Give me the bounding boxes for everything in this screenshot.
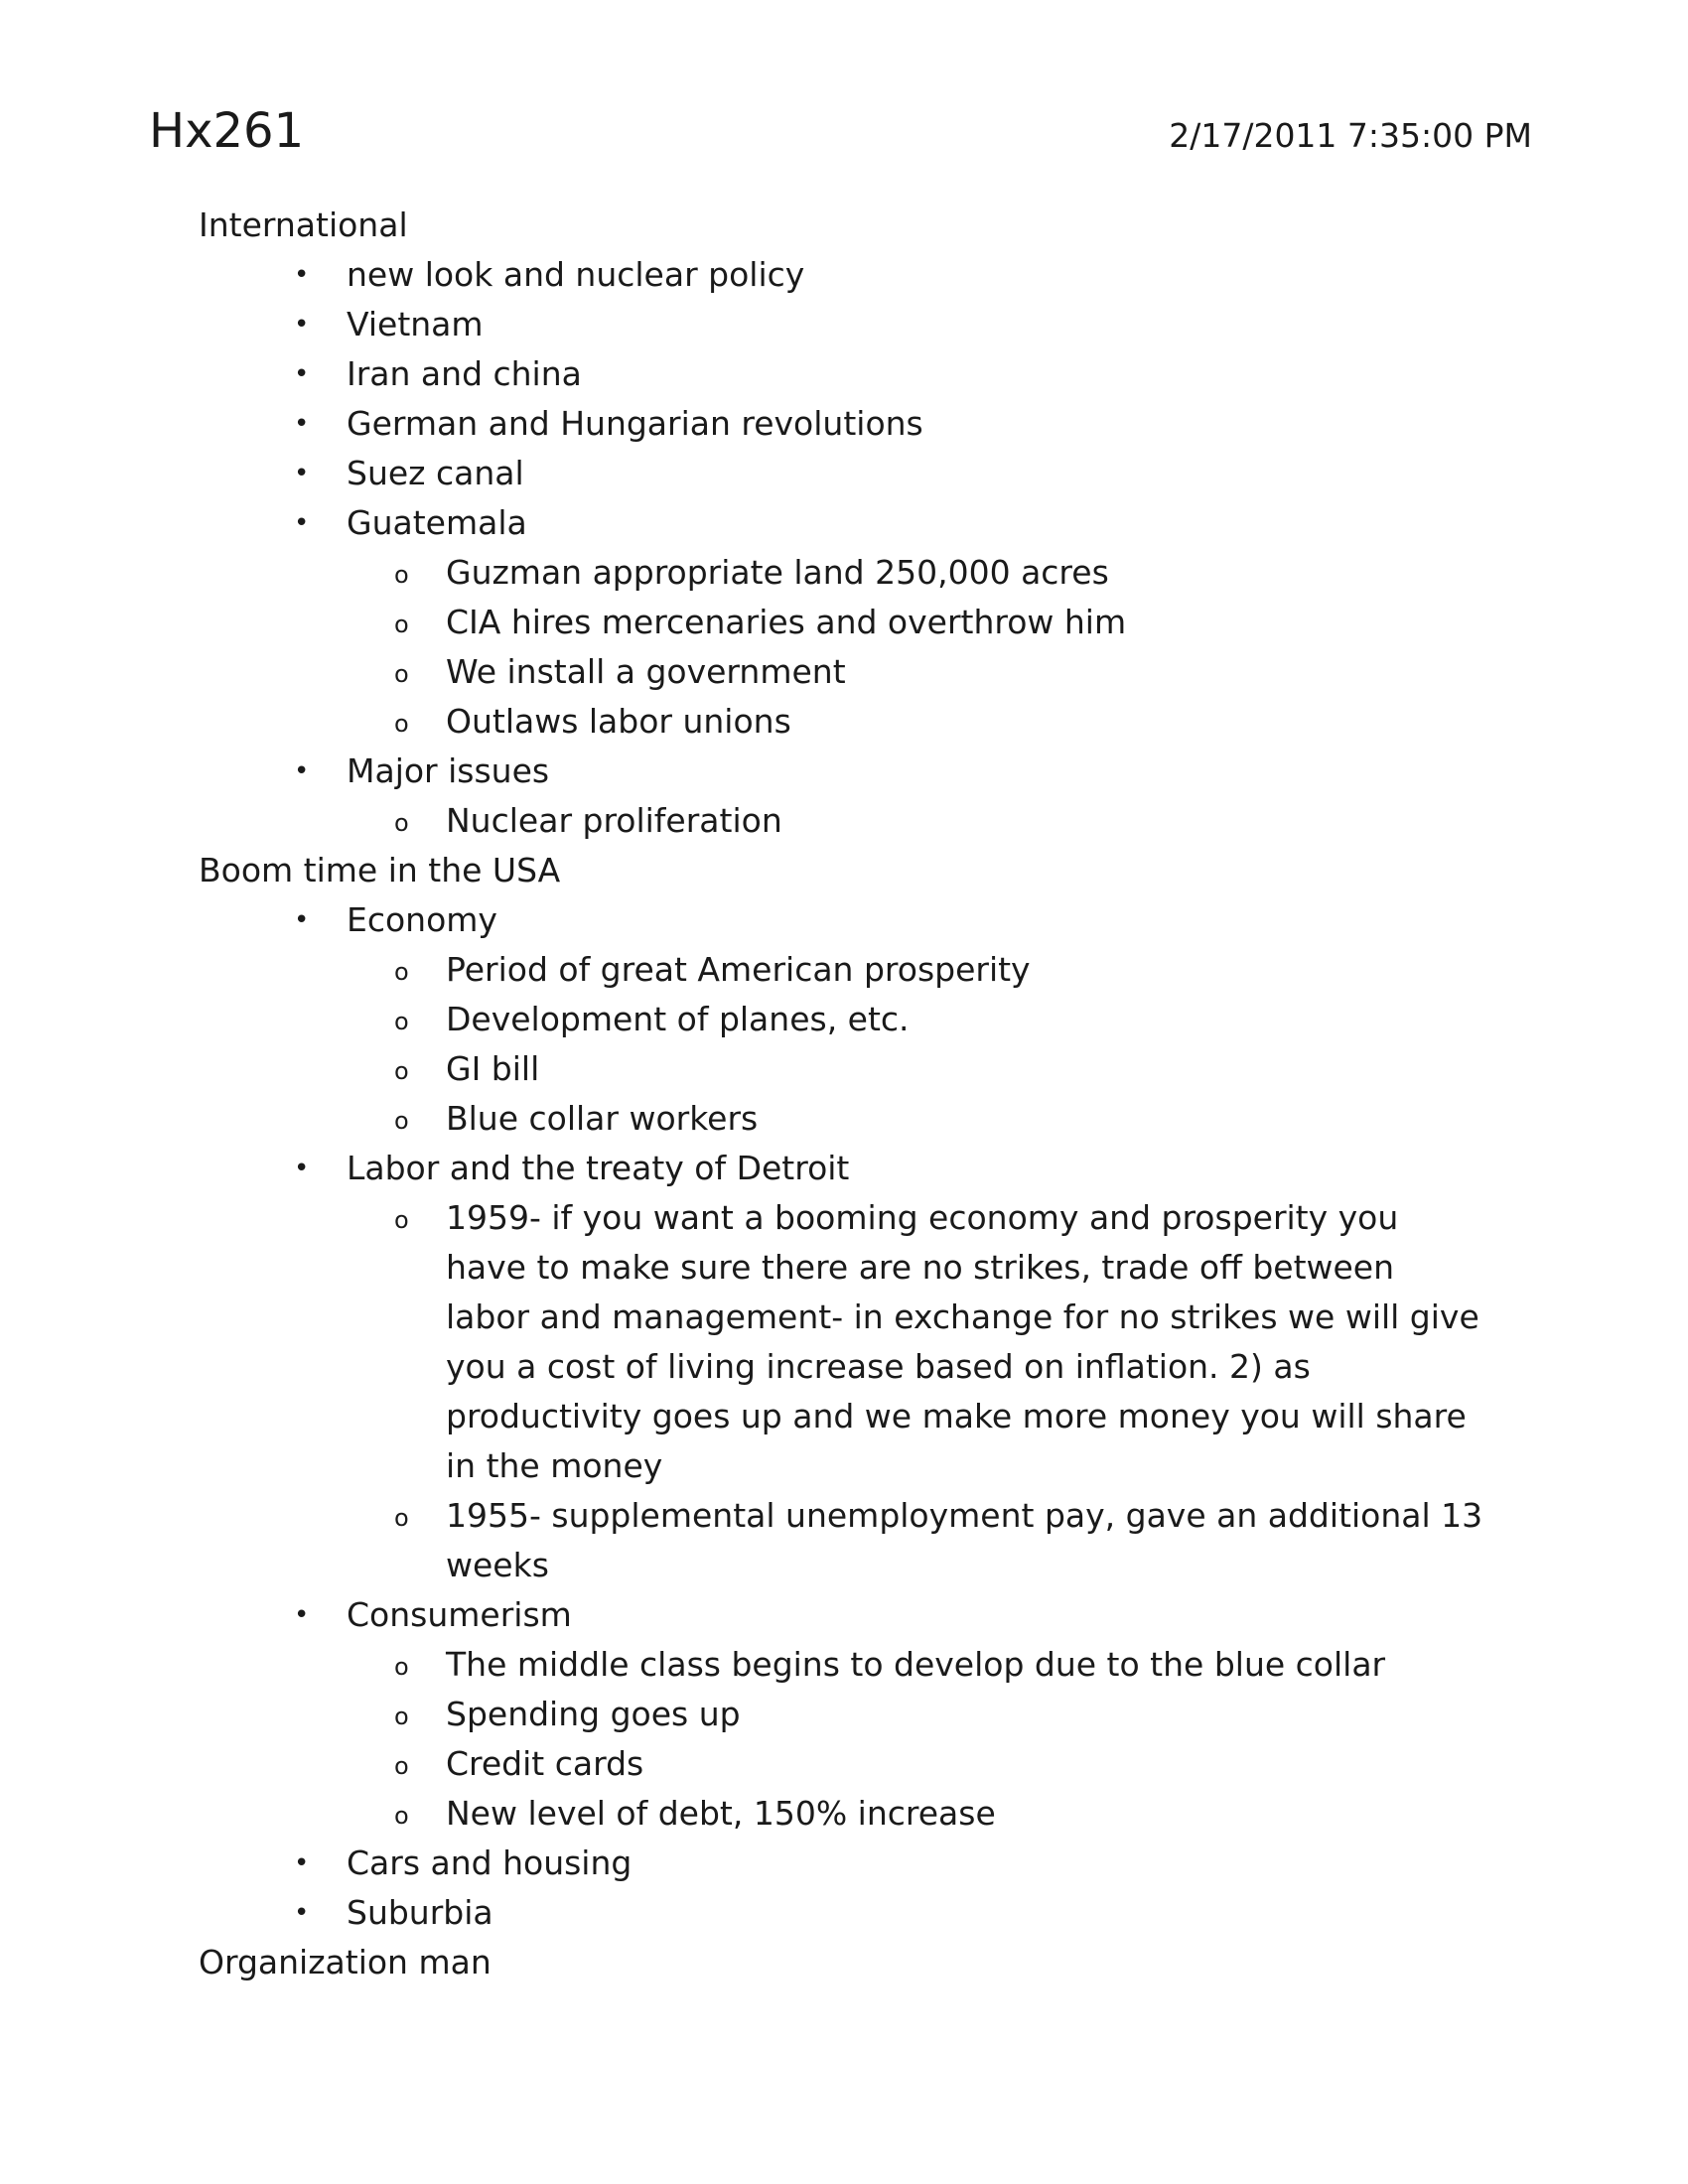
sub-list-item-text: CIA hires mercenaries and overthrow him: [446, 603, 1127, 641]
sub-list-item: [0, 647, 1688, 697]
bullet-disc-icon: •: [294, 409, 310, 439]
sub-list-item: [0, 697, 1688, 747]
bullet-circle-icon: o: [394, 1504, 409, 1532]
list-item: [0, 250, 1688, 300]
list-item-text: German and Hungarian revolutions: [347, 404, 923, 443]
bullet-disc-icon: •: [294, 260, 310, 290]
sub-list-item-text: Period of great American prosperity: [446, 950, 1031, 989]
bullet-circle-icon: o: [394, 561, 409, 589]
sub-list-item-text: New level of debt, 150% increase: [446, 1794, 996, 1833]
list-item-text: Guatemala: [347, 503, 527, 542]
list-item-text: Economy: [347, 900, 497, 939]
bullet-circle-icon: o: [394, 1057, 409, 1085]
section-heading: [0, 201, 1688, 250]
list-item-text: Suburbia: [347, 1893, 493, 1932]
sub-list-item: [0, 1789, 1688, 1839]
sub-list-item: [0, 1640, 1688, 1690]
list-item-text: Labor and the treaty of Detroit: [347, 1149, 850, 1187]
sub-list-item-text: Outlaws labor unions: [446, 702, 791, 741]
section-heading-text: International: [199, 205, 408, 244]
bullet-circle-icon: o: [394, 660, 409, 688]
sub-list-item-text: Blue collar workers: [446, 1099, 759, 1138]
sub-list-item-text: 1955- supplemental unemployment pay, gave an additional 13 weeks: [446, 1496, 1483, 1584]
sub-list-item-text: We install a government: [446, 652, 846, 691]
list-item-text: new look and nuclear policy: [347, 255, 805, 294]
list-item: [0, 1888, 1688, 1938]
bullet-circle-icon: o: [394, 1653, 409, 1681]
list-item: [0, 1144, 1688, 1193]
list-item: [0, 498, 1688, 548]
bullet-circle-icon: o: [394, 1107, 409, 1135]
list-item: [0, 349, 1688, 399]
sub-list-item-text: 1959- if you want a booming economy and prosperity you have to make sure there are no strikes, trade off between labor and management- in exchange for no strikes we will give you a cost of living increase based on inflation. 2) as productivity goes up and we make more money you will share in the money: [446, 1198, 1479, 1485]
list-item-text: Vietnam: [347, 305, 484, 343]
bullet-disc-icon: •: [294, 1848, 310, 1878]
bullet-disc-icon: •: [294, 1898, 310, 1928]
bullet-disc-icon: •: [294, 1154, 310, 1183]
list-item: [0, 449, 1688, 498]
outline: [0, 201, 1688, 1987]
sub-list-item: [0, 796, 1688, 846]
sub-list-item: [0, 1739, 1688, 1789]
bullet-disc-icon: •: [294, 508, 310, 538]
sub-list-item: [0, 1491, 1688, 1590]
sub-list-item: [0, 995, 1688, 1044]
sub-list-item-text: The middle class begins to develop due to the blue collar: [446, 1645, 1386, 1684]
section-heading: [0, 1938, 1688, 1987]
document-timestamp: 2/17/2011 7:35:00 PM: [1169, 116, 1532, 155]
bullet-disc-icon: •: [294, 756, 310, 786]
bullet-circle-icon: o: [394, 1206, 409, 1234]
sub-list-item-text: GI bill: [446, 1049, 540, 1088]
bullet-circle-icon: o: [394, 958, 409, 986]
bullet-circle-icon: o: [394, 1752, 409, 1780]
bullet-circle-icon: o: [394, 1008, 409, 1035]
list-item: [0, 300, 1688, 349]
bullet-disc-icon: •: [294, 905, 310, 935]
sub-list-item: [0, 598, 1688, 647]
bullet-circle-icon: o: [394, 710, 409, 738]
bullet-circle-icon: o: [394, 1703, 409, 1730]
sub-list-item-text: Spending goes up: [446, 1695, 741, 1733]
sub-list-item-text: Development of planes, etc.: [446, 1000, 910, 1038]
sub-list-item: [0, 1690, 1688, 1739]
list-item-text: Major issues: [347, 751, 550, 790]
sub-list-item-text: Nuclear proliferation: [446, 801, 782, 840]
list-item-text: Iran and china: [347, 354, 582, 393]
bullet-disc-icon: •: [294, 310, 310, 340]
sub-list-item: [0, 945, 1688, 995]
sub-list-item: [0, 1193, 1688, 1491]
list-item-text: Suez canal: [347, 454, 524, 492]
list-item: [0, 1590, 1688, 1640]
sub-list-item: [0, 548, 1688, 598]
section-heading-text: Boom time in the USA: [199, 851, 561, 889]
bullet-disc-icon: •: [294, 459, 310, 488]
document-title: Hx261: [149, 103, 305, 159]
list-item: [0, 399, 1688, 449]
sub-list-item-text: Credit cards: [446, 1744, 644, 1783]
list-item: [0, 895, 1688, 945]
bullet-circle-icon: o: [394, 611, 409, 638]
list-item-text: Cars and housing: [347, 1843, 633, 1882]
sub-list-item-text: Guzman appropriate land 250,000 acres: [446, 553, 1109, 592]
bullet-disc-icon: •: [294, 359, 310, 389]
sub-list-item: [0, 1094, 1688, 1144]
list-item: [0, 747, 1688, 796]
bullet-circle-icon: o: [394, 1802, 409, 1830]
bullet-disc-icon: •: [294, 1600, 310, 1630]
sub-list-item: [0, 1044, 1688, 1094]
section-heading-text: Organization man: [199, 1943, 492, 1981]
list-item: [0, 1839, 1688, 1888]
list-item-text: Consumerism: [347, 1595, 572, 1634]
bullet-circle-icon: o: [394, 809, 409, 837]
section-heading: [0, 846, 1688, 895]
